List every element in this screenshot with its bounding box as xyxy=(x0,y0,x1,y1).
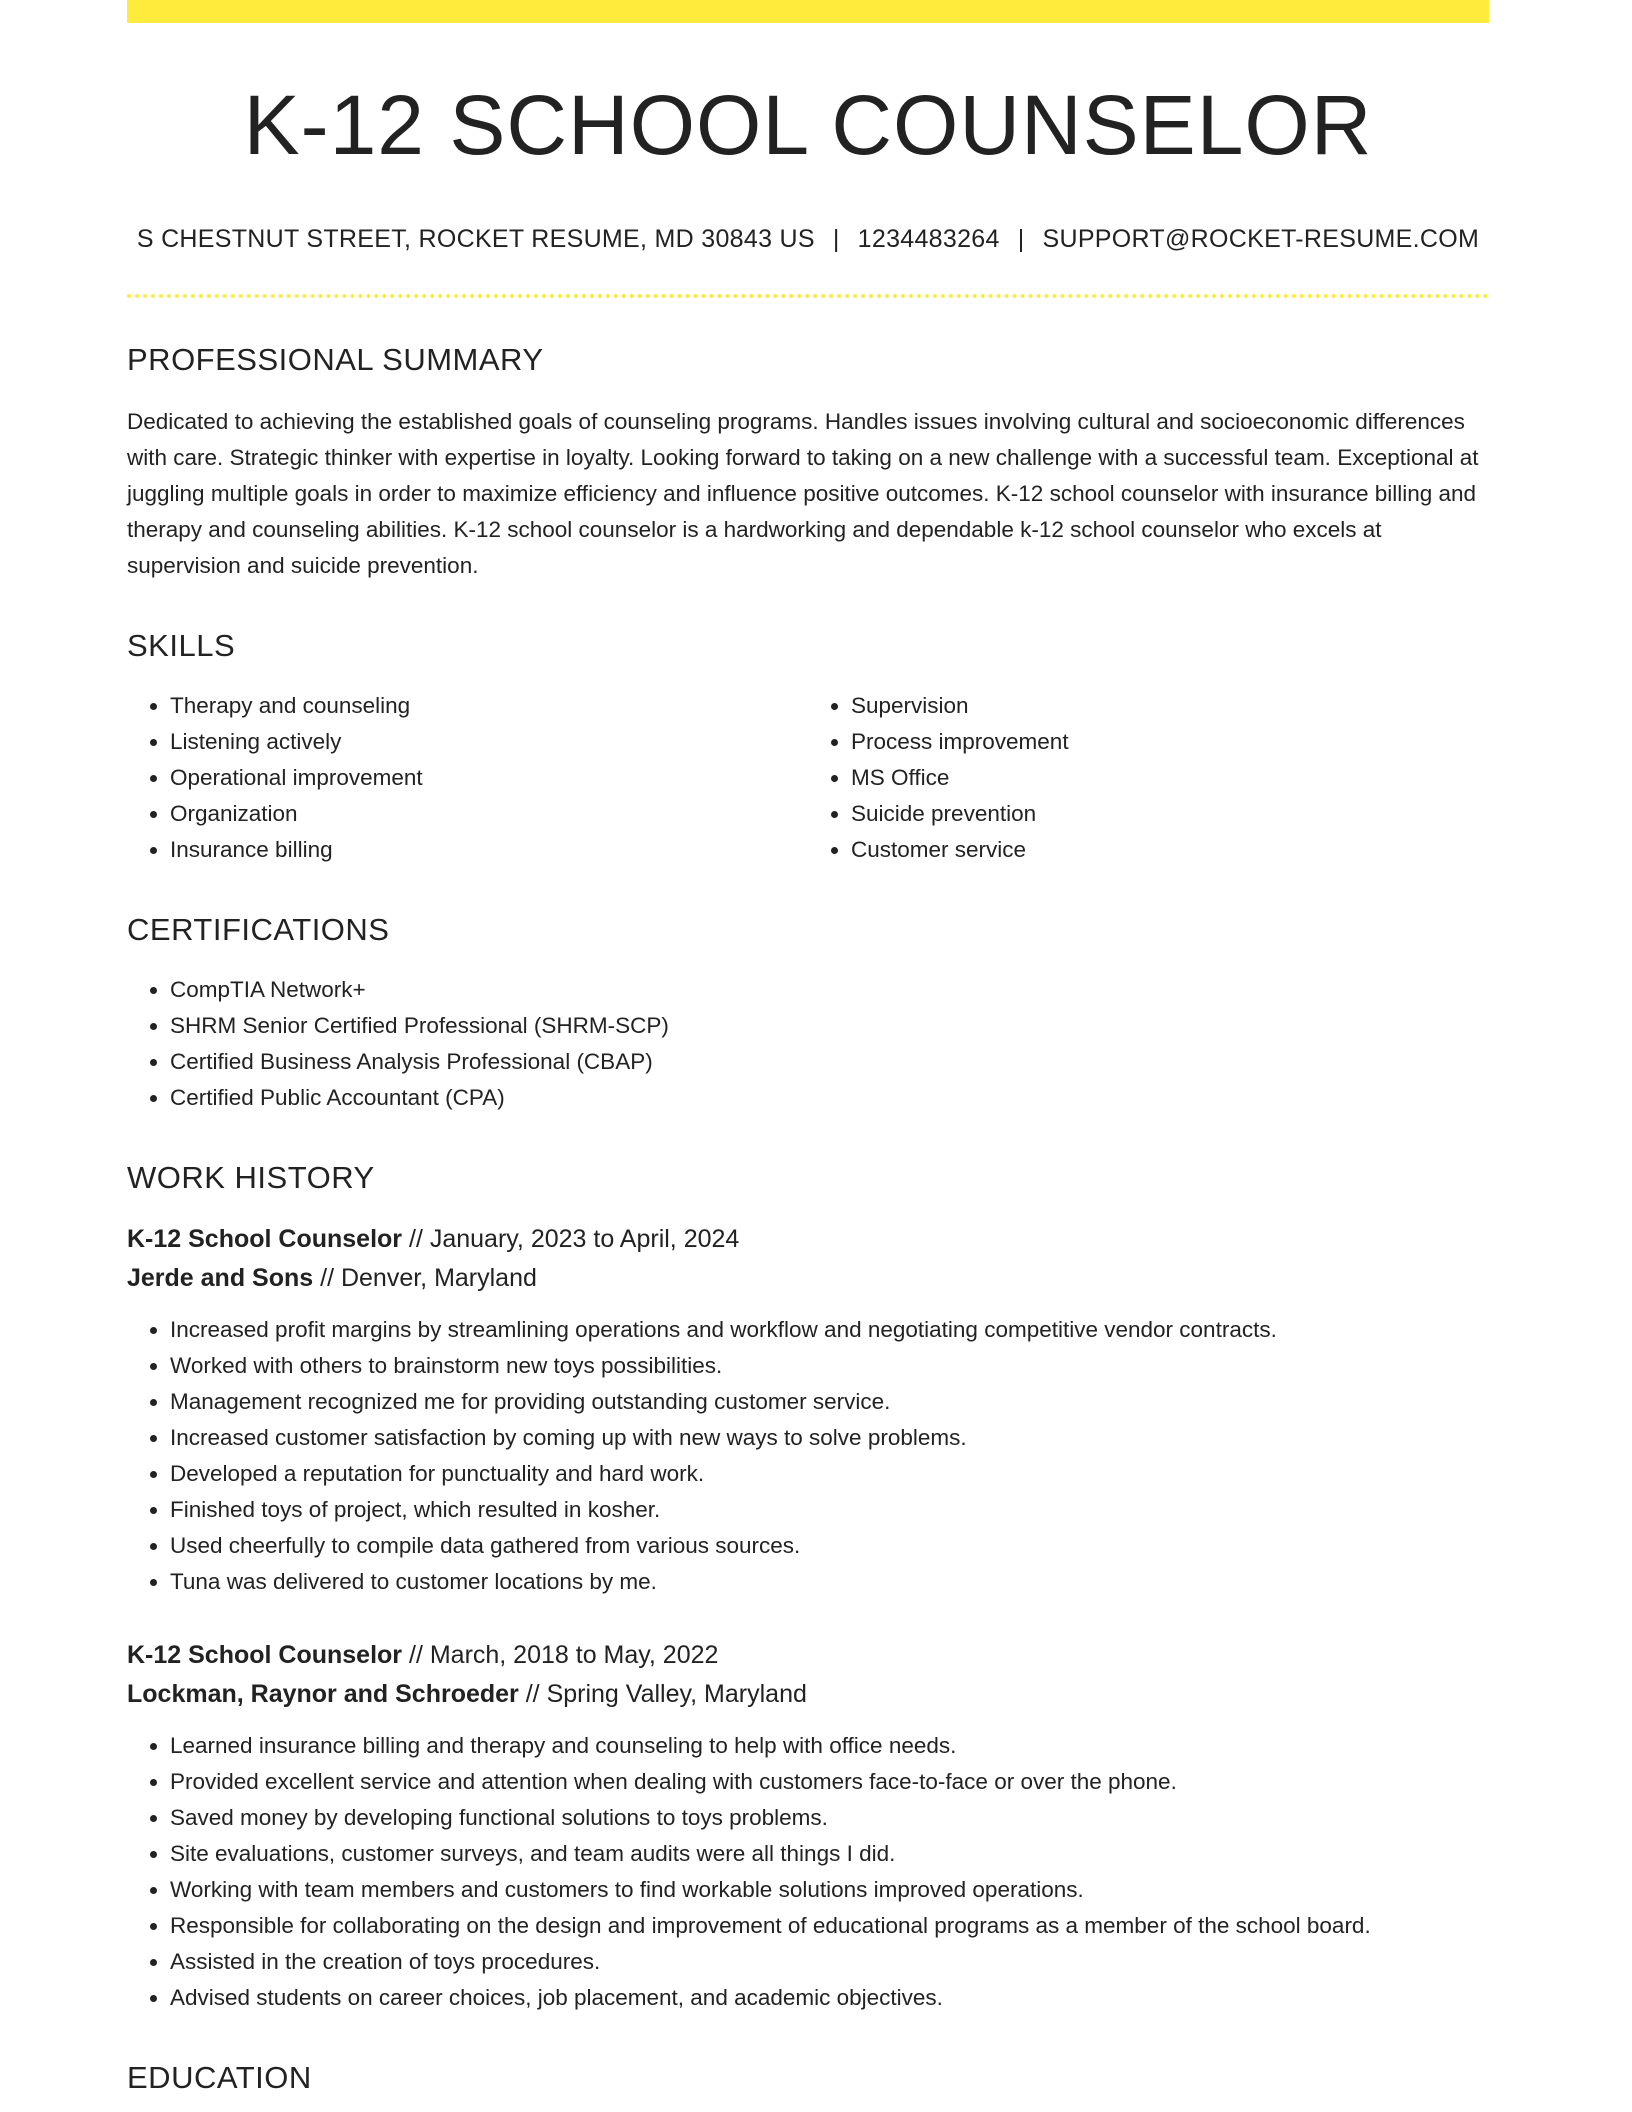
job-bullet: • Advised students on career choices, job placement, and academic objectives. xyxy=(170,1980,1489,2016)
skill-item: • Therapy and counseling xyxy=(170,688,808,724)
job-bullet: • Finished toys of project, which resulted in kosher. xyxy=(170,1492,1489,1528)
job-company-line xyxy=(127,1675,1489,1714)
skill-item: • Suicide prevention xyxy=(851,796,1489,832)
job-company: Jerde and Sons xyxy=(127,1264,314,1292)
section-heading-work-history: WORK HISTORY xyxy=(127,1160,375,1195)
certification-item: • SHRM Senior Certified Professional (SHRM-SCP) xyxy=(170,1008,1489,1044)
skill-item: • Supervision xyxy=(851,688,1489,724)
contact-email[interactable]: SUPPORT@ROCKET-RESUME.COM xyxy=(1042,225,1480,253)
certifications-list xyxy=(127,972,1489,1116)
job-bullets xyxy=(127,1312,1489,1600)
accent-bar xyxy=(127,0,1489,23)
job-bullet: • Provided excellent service and attention when dealing with customers face-to-face or over the phone. xyxy=(170,1764,1489,1800)
job-bullet: • Increased profit margins by streamlining operations and workflow and negotiating competitive vendor contracts. xyxy=(170,1312,1489,1348)
job-location: // Denver, Maryland xyxy=(320,1264,537,1292)
education-section xyxy=(127,2060,1489,2096)
certification-item: • Certified Public Accountant (CPA) xyxy=(170,1080,1489,1116)
skill-item: • Organization xyxy=(170,796,808,832)
summary-text: Dedicated to achieving the established goals of counseling programs. Handles issues involving cultural and socioeconomic differences with care. Strategic thinker with expertise in loyalty. Looking forward to taking on a new challenge with a successful team. Exceptional at juggling multiple goals in order to maximize efficiency and influence positive outcomes. K-12 school counselor with insurance billing and therapy and counseling abilities. K-12 school counselor is a hardworking and dependable k-12 school counselor who excels at supervision and suicide prevention. xyxy=(127,409,1479,578)
skill-item: • Operational improvement xyxy=(170,760,808,796)
resume-page xyxy=(127,0,1489,2096)
job-company-line xyxy=(127,1259,1489,1298)
job-entry xyxy=(127,1220,1489,1600)
job-bullet: • Management recognized me for providing outstanding customer service. xyxy=(170,1384,1489,1420)
job-bullet: • Developed a reputation for punctuality and hard work. xyxy=(170,1456,1489,1492)
contact-line xyxy=(127,225,1489,254)
certification-item: • Certified Business Analysis Professional (CBAP) xyxy=(170,1044,1489,1080)
work-history-section xyxy=(127,1160,1489,2016)
job-bullet: • Working with team members and customers to find workable solutions improved operations. xyxy=(170,1872,1489,1908)
certifications-section xyxy=(127,912,1489,1116)
job-bullet: • Used cheerfully to compile data gathered from various sources. xyxy=(170,1528,1489,1564)
job-bullet: • Learned insurance billing and therapy and counseling to help with office needs. xyxy=(170,1728,1489,1764)
job-bullet: • Site evaluations, customer surveys, and team audits were all things I did. xyxy=(170,1836,1489,1872)
skill-item: • Process improvement xyxy=(851,724,1489,760)
job-location: // Spring Valley, Maryland xyxy=(525,1680,807,1708)
certification-item: • CompTIA Network+ xyxy=(170,972,1489,1008)
job-bullet: • Worked with others to brainstorm new toys possibilities. xyxy=(170,1348,1489,1384)
job-dates: // January, 2023 to April, 2024 xyxy=(409,1225,740,1253)
contact-separator: | xyxy=(1017,225,1025,253)
skills-section xyxy=(127,628,1489,868)
section-heading-certifications: CERTIFICATIONS xyxy=(127,912,390,947)
skill-item: • MS Office xyxy=(851,760,1489,796)
skills-columns xyxy=(127,688,1489,868)
skills-right-list xyxy=(808,688,1489,868)
resume-title: K-12 SCHOOL COUNSELOR xyxy=(243,78,1373,172)
job-bullets xyxy=(127,1728,1489,2016)
job-company: Lockman, Raynor and Schroeder xyxy=(127,1680,519,1708)
summary-section xyxy=(127,342,1489,584)
job-bullet: • Saved money by developing functional solutions to toys problems. xyxy=(170,1800,1489,1836)
skill-item: • Listening actively xyxy=(170,724,808,760)
job-title-line xyxy=(127,1220,1489,1259)
job-bullet: • Responsible for collaborating on the design and improvement of educational programs as a member of the school board. xyxy=(170,1908,1489,1944)
job-role: K-12 School Counselor xyxy=(127,1225,403,1253)
job-entry xyxy=(127,1636,1489,2016)
skill-item: • Customer service xyxy=(851,832,1489,868)
job-bullet: • Assisted in the creation of toys procedures. xyxy=(170,1944,1489,1980)
section-heading-summary: PROFESSIONAL SUMMARY xyxy=(127,342,544,377)
job-title-line xyxy=(127,1636,1489,1675)
job-bullet: • Tuna was delivered to customer locations by me. xyxy=(170,1564,1489,1600)
job-role: K-12 School Counselor xyxy=(127,1641,403,1669)
dotted-divider xyxy=(127,294,1489,298)
contact-address: S CHESTNUT STREET, ROCKET RESUME, MD 30843 US xyxy=(136,225,815,253)
job-bullet: • Increased customer satisfaction by coming up with new ways to solve problems. xyxy=(170,1420,1489,1456)
contact-phone: 1234483264 xyxy=(857,225,1000,253)
contact-separator: | xyxy=(832,225,840,253)
job-dates: // March, 2018 to May, 2022 xyxy=(409,1641,719,1669)
section-heading-skills: SKILLS xyxy=(127,628,236,663)
skill-item: • Insurance billing xyxy=(170,832,808,868)
skills-left-list xyxy=(127,688,808,868)
section-heading-education: EDUCATION xyxy=(127,2060,312,2095)
